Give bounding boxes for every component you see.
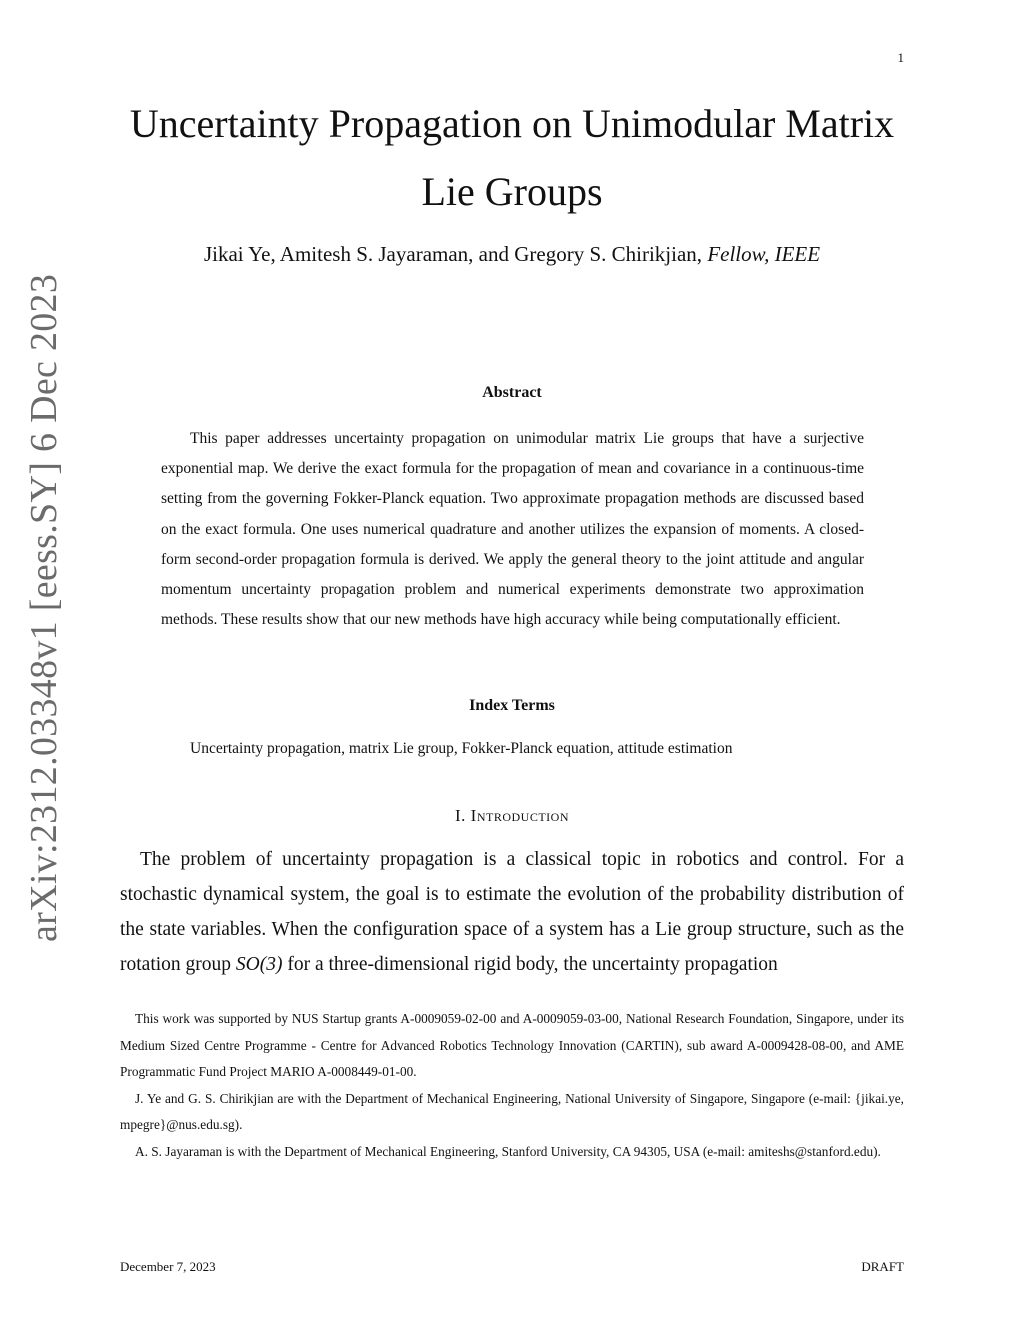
introduction-paragraph xyxy=(120,842,904,982)
footnote-affiliation-nus: J. Ye and G. S. Chirikjian are with the Department of Mechanical Engineering, National University of Singapore, Singapore (e-mail: {jikai.ye, mpegre}@nus.edu.sg). xyxy=(120,1090,904,1132)
introduction-heading xyxy=(0,806,1024,826)
footer-date: December 7, 2023 xyxy=(120,1259,216,1274)
abstract-heading: Abstract xyxy=(482,384,542,401)
abstract-text: This paper addresses uncertainty propagation on unimodular matrix Lie groups that have a surjective exponential map. We derive the exact formula for the propagation of mean and covariance in a continuous-time setting from the governing Fokker-Planck equation. Two approximate propagation methods are discussed based on the exact formula. One uses numerical quadrature and another utilizes the expansion of moments. A closed-form second-order propagation formula is derived. We apply the general theory to the joint attitude and angular momentum uncertainty propagation problem and numerical experiments demonstrate two approximation methods. These results show that our new methods have high accuracy while being computationally efficient. xyxy=(161,430,864,629)
author-names: Jikai Ye, Amitesh S. Jayaraman, and Gregory S. Chirikjian, xyxy=(203,242,703,266)
footer-draft-label: DRAFT xyxy=(861,1259,904,1274)
arxiv-identifier-stamp: arXiv:2312.03348v1 [eess.SY] 6 Dec 2023 xyxy=(23,273,65,942)
author-line xyxy=(110,242,914,267)
paper-title: Uncertainty Propagation on Unimodular Matrix Lie Groups xyxy=(129,101,895,214)
math-so3: SO(3) xyxy=(235,954,283,975)
index-terms-heading: Index Terms xyxy=(469,697,555,714)
page-number: 1 xyxy=(897,50,904,65)
intro-text-part-2: for a three-dimensional rigid body, the uncertainty propagation xyxy=(282,954,778,975)
section-title: Introduction xyxy=(470,806,569,825)
intro-text-part-1: The problem of uncertainty propagation is a classical topic in robotics and control. For a stochastic dynamical system, the goal is to estimate the evolution of the probability distribution of the state variables. When the configuration space of a system has a Lie group structure, such as the rotation group xyxy=(120,849,904,975)
author-role: Fellow, IEEE xyxy=(707,242,821,266)
footnotes xyxy=(120,1006,904,1165)
footnote-funding: This work was supported by NUS Startup grants A-0009059-02-00 and A-0009059-03-00, National Research Foundation, Singapore, under its Medium Sized Centre Programme - Centre for Advanced Robotics Technology Innovation (CARTIN), sub award A-0009428-08-00, and AME Programmatic Fund Project MARIO A-0008449-01-00. xyxy=(120,1011,904,1079)
index-terms-text: Uncertainty propagation, matrix Lie group, Fokker-Planck equation, attitude estimation xyxy=(190,740,733,757)
footnote-affiliation-stanford: A. S. Jayaraman is with the Department of Mechanical Engineering, Stanford University, CA 94305, USA (e-mail: amiteshs@stanford.edu). xyxy=(135,1143,881,1159)
section-numeral: I. xyxy=(455,806,471,825)
